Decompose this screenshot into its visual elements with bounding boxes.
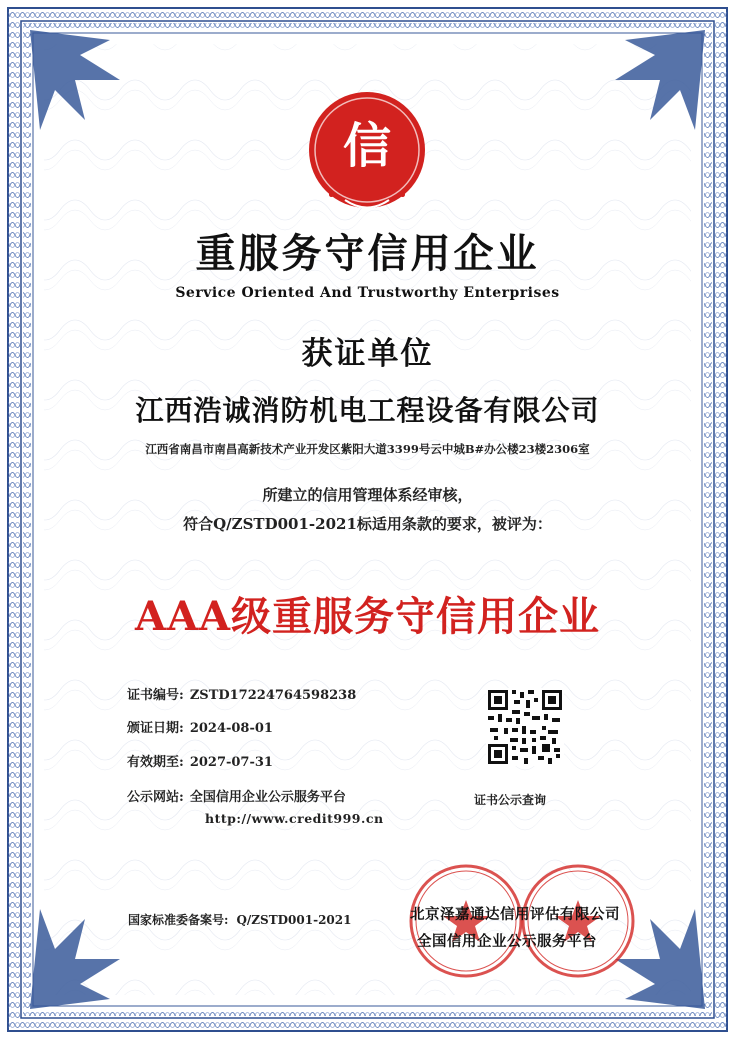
company-address: 江西省南昌市南昌高新技术产业开发区紫阳大道3399号云中城B#办公楼23楼2306室 xyxy=(145,442,590,456)
statement-line-2: 符合Q/ZSTD001-2021标适用条款的要求，被评为： xyxy=(183,515,552,533)
issuer-name-2: 全国信用企业公示服务平台 xyxy=(417,933,597,950)
credit-rating: AAA级重服务守信用企业 xyxy=(134,593,601,640)
statement-line-1: 所建立的信用管理体系经审核， xyxy=(262,486,473,504)
standard-record-value: Q/ZSTD001-2021 xyxy=(236,913,352,927)
issue-date-label: 颁证日期: xyxy=(127,721,184,736)
expiry-date-label: 有效期至: xyxy=(127,755,184,770)
qr-code-icon xyxy=(486,688,564,766)
website-url-link[interactable]: http://www.credit999.cn xyxy=(205,811,384,826)
issue-date-row xyxy=(127,717,273,736)
qr-code-caption: 证书公示查询 xyxy=(474,793,547,807)
company-name: 江西浩诚消防机电工程设备有限公司 xyxy=(135,394,600,427)
issuer-name-1: 北京泽嘉通达信用评估有限公司 xyxy=(410,906,620,923)
emblem-character: 信 xyxy=(342,118,391,174)
issue-date-value: 2024-08-01 xyxy=(189,721,273,736)
expiry-date-row xyxy=(127,751,273,770)
standard-record-row xyxy=(128,911,351,928)
cert-number-value: ZSTD17224764598238 xyxy=(189,688,357,703)
website-label: 公示网站: xyxy=(127,790,184,805)
standard-record-label: 国家标准委备案号: xyxy=(128,913,229,927)
certificate-title: 重服务守信用企业 xyxy=(195,230,540,277)
expiry-date-value: 2027-07-31 xyxy=(189,755,273,770)
website-row xyxy=(127,786,346,805)
awarded-unit-heading: 获证单位 xyxy=(301,336,434,372)
cert-number-row xyxy=(127,684,356,703)
certificate-subtitle: Service Oriented And Trustworthy Enterprises xyxy=(175,285,560,301)
cert-number-label: 证书编号: xyxy=(127,688,184,703)
website-name: 全国信用企业公示服务平台 xyxy=(189,790,346,805)
